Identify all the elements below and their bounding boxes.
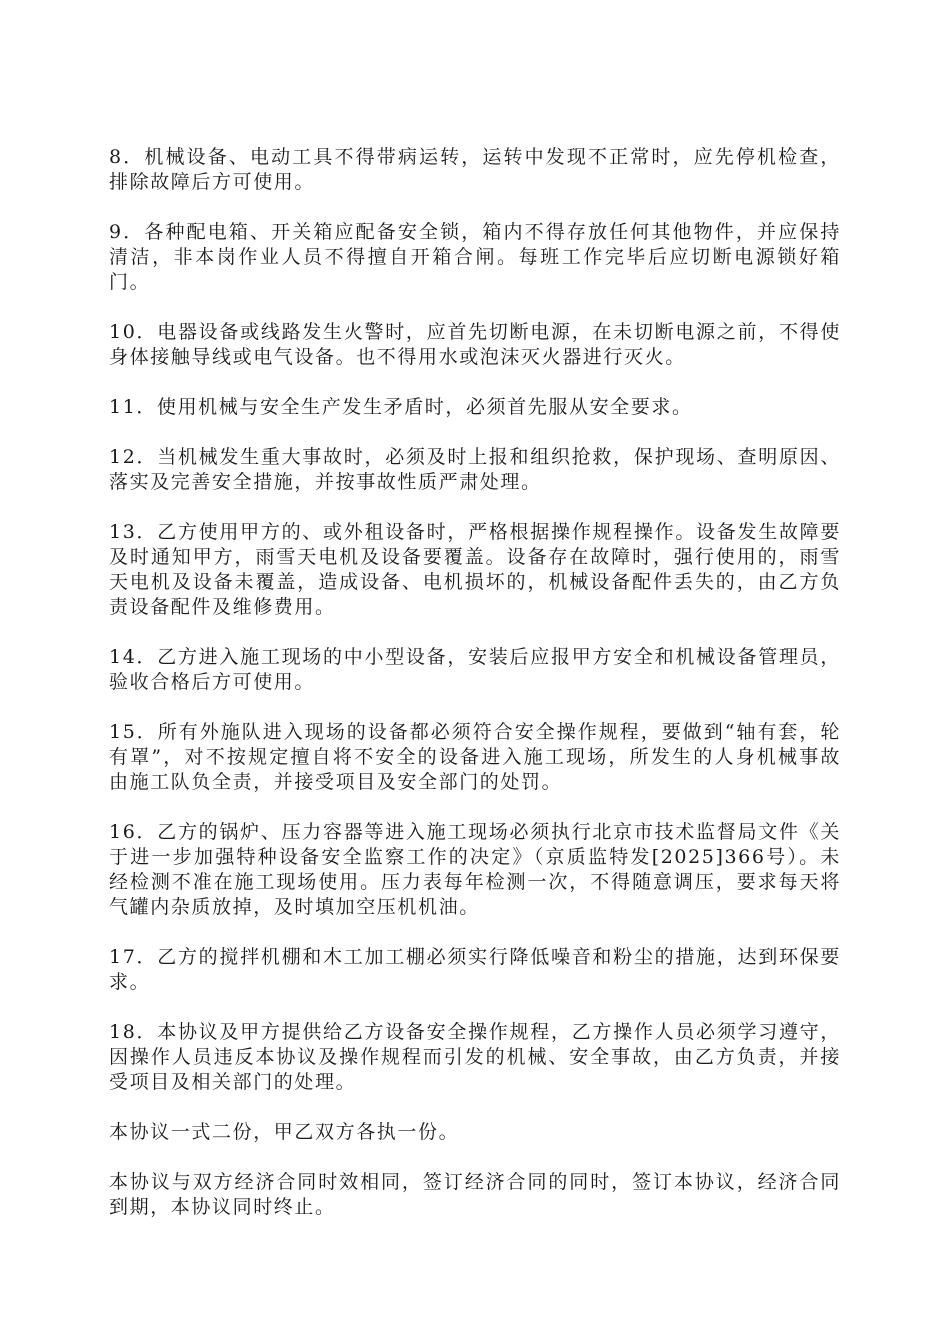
validity-statement: 本协议与双方经济合同时效相同，签订经济合同的同时，签订本协议，经济合同到期，本协议同时终止。 [109,1171,841,1218]
clause-17: 17．乙方的搅拌机棚和木工加工棚必须实行降低噪音和粉尘的措施，达到环保要求。 [109,946,841,993]
clause-10: 10．电器设备或线路发生火警时，应首先切断电源，在未切断电源之前，不得使身体接触导线或电气设备。也不得用水或泡沫灭火器进行灭火。 [109,321,841,368]
copies-statement: 本协议一式二份，甲乙双方各执一份。 [109,1121,460,1143]
clause-18: 18．本协议及甲方提供给乙方设备安全操作规程，乙方操作人员必须学习遵守，因操作人员违反本协议及操作规程而引发的机械、安全事故，由乙方负责，并接受项目及相关部门的处理。 [109,1021,841,1093]
clause-14: 14．乙方进入施工现场的中小型设备，安装后应报甲方安全和机械设备管理员，验收合格后方可使用。 [109,646,841,693]
clause-8: 8．机械设备、电动工具不得带病运转，运转中发现不正常时，应先停机检查，排除故障后方可使用。 [109,146,841,193]
clause-12: 12．当机械发生重大事故时，必须及时上报和组织抢救，保护现场、查明原因、落实及完善安全措施，并按事故性质严肃处理。 [109,446,841,493]
clause-9: 9．各种配电箱、开关箱应配备安全锁，箱内不得存放任何其他物件，并应保持清洁，非本岗作业人员不得擅自开箱合闸。每班工作完毕后应切断电源锁好箱门。 [109,221,841,293]
clause-16: 16．乙方的锅炉、压力容器等进入施工现场必须执行北京市技术监督局文件《关于进一步加强特种设备安全监察工作的决定》（京质监特发[2025]366号）。未经检测不准在施工现场使用。压力表每年检测一次，不得随意调压，要求每天将气罐内杂质放掉，及时填加空压机机油。 [109,821,841,918]
clause-11: 11．使用机械与安全生产发生矛盾时，必须首先服从安全要求。 [109,396,693,418]
document-page [109,145,841,1245]
clause-15: 15．所有外施队进入现场的设备都必须符合安全操作规程，要做到“轴有套，轮有罩”，对不按规定擅自将不安全的设备进入施工现场，所发生的人身机械事故由施工队负全责，并接受项目及安全部门的处罚。 [109,721,841,793]
clause-13: 13．乙方使用甲方的、或外租设备时，严格根据操作规程操作。设备发生故障要及时通知甲方，雨雪天电机及设备要覆盖。设备存在故障时，强行使用的，雨雪天电机及设备未覆盖，造成设备、电机损坏的，机械设备配件丢失的，由乙方负责设备配件及维修费用。 [109,521,841,618]
